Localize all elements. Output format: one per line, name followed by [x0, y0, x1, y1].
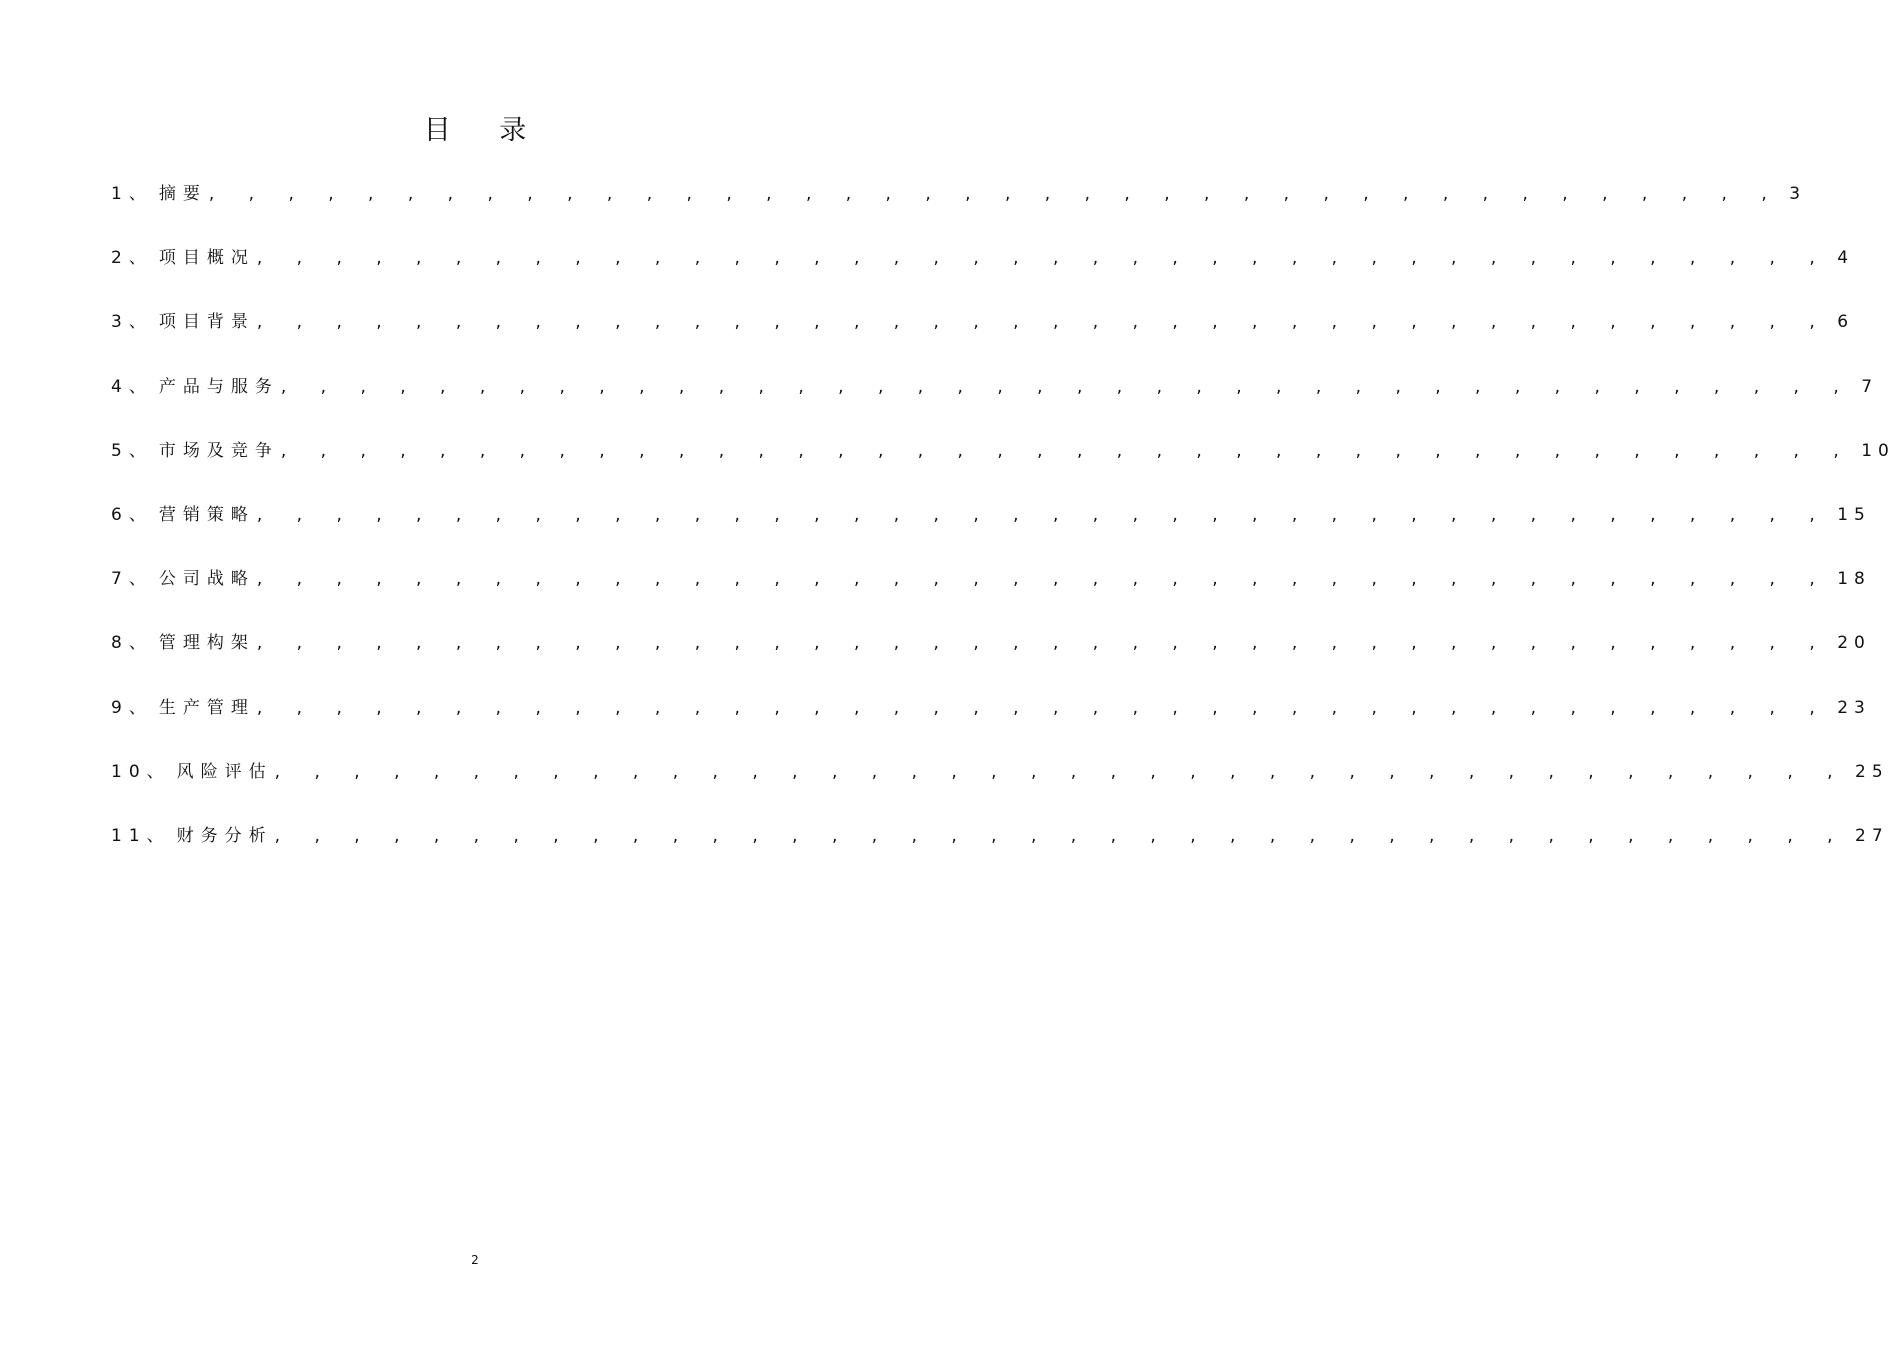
toc-leader-dots: , , , , , , , , , , , , , , , , , , , , , , , , , , , , , , , , , , , , , , , , [208, 184, 1782, 204]
toc-entry-number: 6、 [111, 504, 153, 525]
toc-entry-title: 财务分析 [176, 825, 273, 846]
toc-leader-dots: , , , , , , , , , , , , , , , , , , , , , , , , , , , , , , , , , , , , , , , , [280, 376, 1854, 397]
toc-leader-dots: , , , , , , , , , , , , , , , , , , , , , , , , , , , , , , , , , , , , , , , , [274, 825, 1848, 846]
toc-entry-page: 25 [1855, 761, 1889, 782]
toc-entry-title: 公司战略 [158, 569, 255, 590]
toc-entry-page: 6 [1837, 312, 1855, 333]
toc-entry-number: 2、 [111, 248, 153, 269]
toc-leader-dots: , , , , , , , , , , , , , , , , , , , , , , , , , , , , , , , , , , , , , , , , [256, 504, 1830, 525]
toc-entry[interactable] [111, 694, 1871, 758]
toc-entry-number: 4、 [111, 376, 153, 397]
toc-entry-title: 项目概况 [158, 248, 255, 269]
toc-leader-dots: , , , , , , , , , , , , , , , , , , , , , , , , , , , , , , , , , , , , , , , , [280, 440, 1854, 461]
toc-entry-page: 7 [1861, 376, 1879, 397]
toc-entry-number: 1、 [111, 184, 153, 204]
toc-entry-page: 27 [1855, 825, 1889, 846]
toc-entry-number: 5、 [111, 440, 153, 461]
toc-entry-title: 营销策略 [158, 504, 255, 525]
toc-entry-title: 项目背景 [158, 312, 255, 333]
toc-entry-title: 摘要 [158, 184, 207, 204]
toc-entry-page: 4 [1837, 248, 1855, 269]
toc-entry-number: 11、 [111, 825, 171, 846]
toc-entry-number: 8、 [111, 633, 153, 654]
toc-leader-dots: , , , , , , , , , , , , , , , , , , , , , , , , , , , , , , , , , , , , , , , , [256, 697, 1830, 718]
toc-entry-number: 3、 [111, 312, 153, 333]
page-number: 2 [471, 1253, 479, 1267]
toc-entry-page: 20 [1837, 633, 1871, 654]
toc-entry[interactable] [111, 822, 1889, 886]
toc-entry[interactable] [111, 244, 1855, 308]
toc-entry-title: 产品与服务 [158, 376, 279, 397]
toc-entry-number: 7、 [111, 569, 153, 590]
toc-entry-number: 9、 [111, 697, 153, 718]
toc-leader-dots: , , , , , , , , , , , , , , , , , , , , , , , , , , , , , , , , , , , , , , , , [256, 569, 1830, 590]
toc-entry[interactable] [111, 758, 1889, 822]
toc-leader-dots: , , , , , , , , , , , , , , , , , , , , , , , , , , , , , , , , , , , , , , , , [256, 633, 1830, 654]
toc-entry[interactable] [111, 437, 1895, 501]
toc-entry[interactable] [111, 180, 1807, 244]
toc-leader-dots: , , , , , , , , , , , , , , , , , , , , , , , , , , , , , , , , , , , , , , , , [274, 761, 1848, 782]
toc-leader-dots: , , , , , , , , , , , , , , , , , , , , , , , , , , , , , , , , , , , , , , , , [256, 312, 1830, 333]
toc-leader-dots: , , , , , , , , , , , , , , , , , , , , , , , , , , , , , , , , , , , , , , , , [256, 248, 1830, 269]
toc-entry[interactable] [111, 308, 1855, 372]
toc-entry-page: 23 [1837, 697, 1871, 718]
toc-entry[interactable] [111, 629, 1871, 693]
toc-entry-title: 管理构架 [158, 633, 255, 654]
toc-entry-page: 15 [1837, 504, 1871, 525]
toc-title: 目 录 [423, 115, 547, 146]
toc-entry-page: 10 [1861, 440, 1895, 461]
table-of-contents [111, 180, 1895, 886]
toc-entry[interactable] [111, 565, 1871, 629]
toc-entry-page: 3 [1789, 184, 1807, 204]
toc-entry[interactable] [111, 501, 1871, 565]
toc-entry-title: 市场及竞争 [158, 440, 279, 461]
toc-entry-title: 风险评估 [176, 761, 273, 782]
toc-entry-number: 10、 [111, 761, 171, 782]
toc-entry-title: 生产管理 [158, 697, 255, 718]
toc-entry[interactable] [111, 373, 1879, 437]
toc-entry-page: 18 [1837, 569, 1871, 590]
